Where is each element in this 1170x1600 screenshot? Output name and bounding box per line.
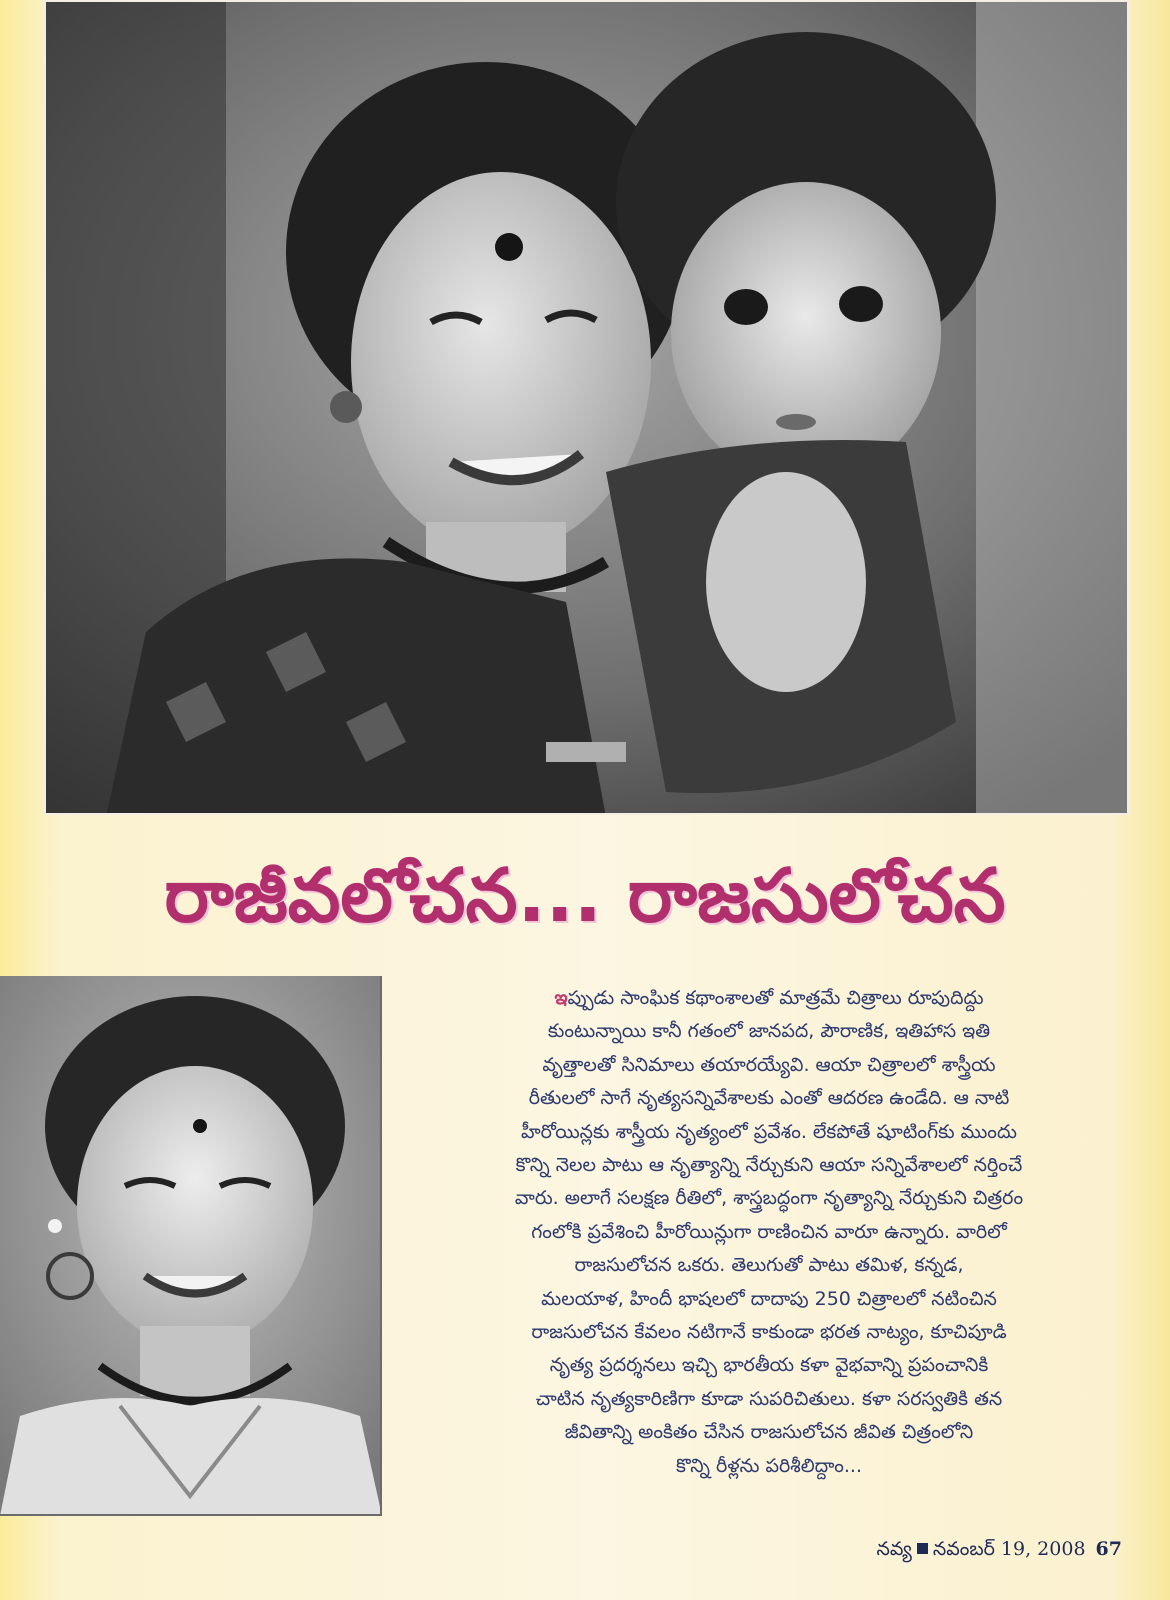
- article-line: వారు. అలాగే సలక్షణ రీతిలో, శాస్త్రబద్ధంగా నృత్యాన్ని నేర్చుకుని చిత్రరం: [514, 1187, 1024, 1210]
- article-line: రాజసులోచన కేవలం నటిగానే కాకుండా భరత నాట్యం, కూచిపూడి: [531, 1321, 1007, 1344]
- article-line: నృత్య ప్రదర్శనలు ఇచ్చి భారతీయ కళా వైభవాన్ని ప్రపంచానికి: [549, 1354, 989, 1377]
- article-line: వృత్తాలతో సినిమాలు తయారయ్యేవి. ఆయా చిత్రాలలో శాస్త్రీయ: [542, 1053, 996, 1076]
- article-headline: రాజీవలోచన... రాజసులోచన: [164, 853, 1006, 939]
- article-line: హీరోయిన్లకు శాస్త్రీయ నృత్యంలో ప్రవేశం. లేకపోతే షూటింగ్‌కు ముందు: [521, 1120, 1017, 1143]
- page-footer: [772, 1534, 1122, 1564]
- side-photo-portrait: [0, 976, 382, 1516]
- mother-child-photo-illustration: [46, 2, 1129, 815]
- article-body: [412, 982, 1126, 1522]
- portrait-photo-illustration: [0, 976, 382, 1516]
- magazine-name: నవ్య: [876, 1538, 912, 1560]
- article-line: చాటిన నృత్యకారిణిగా కూడా సుపరిచితులు. కళా సరస్వతికి తన: [535, 1387, 1003, 1410]
- article-line: గంలోకి ప్రవేశించి హీరోయిన్లుగా రాణించిన వారూ ఉన్నారు. వారిలో: [531, 1220, 1007, 1243]
- article-line: మలయాళ, హిందీ భాషలలో దాదాపు 250 చిత్రాలలో నటించిన: [541, 1287, 997, 1310]
- article-line: కొన్ని నెలల పాటు ఆ నృత్యాన్ని నేర్చుకుని ఆయా సన్నివేశాలలో నర్తించే: [515, 1154, 1023, 1177]
- drop-cap: ఇ: [554, 987, 568, 1009]
- top-photo-mother-child: [44, 0, 1129, 815]
- article-line: రీతులలో సాగే నృత్యసన్నివేశాలకు ఎంతో ఆదరణ ఉండేది. ఆ నాటి: [528, 1087, 1010, 1110]
- article-line: ఇప్పుడు సాంఘిక కథాంశాలతో మాత్రమే చిత్రాలు రూపుదిద్దు: [554, 987, 984, 1009]
- article-line: కొన్ని రీళ్లను పరిశీలిద్దాం...: [676, 1454, 862, 1477]
- separator-square-icon: [917, 1543, 928, 1554]
- article-line: రాజసులోచన ఒకరు. తెలుగుతో పాటు తమిళ, కన్నడ,: [574, 1254, 964, 1277]
- page-number: 67: [1095, 1538, 1122, 1560]
- article-line: కుంటున్నాయి కానీ గతంలో జానపద, పౌరాణిక, ఇతిహాస ఇతి: [547, 1020, 991, 1043]
- issue-date: నవంబర్ 19, 2008: [932, 1538, 1086, 1560]
- article-line: జీవితాన్ని అంకితం చేసిన రాజసులోచన జీవిత చిత్రంలోని: [564, 1421, 974, 1444]
